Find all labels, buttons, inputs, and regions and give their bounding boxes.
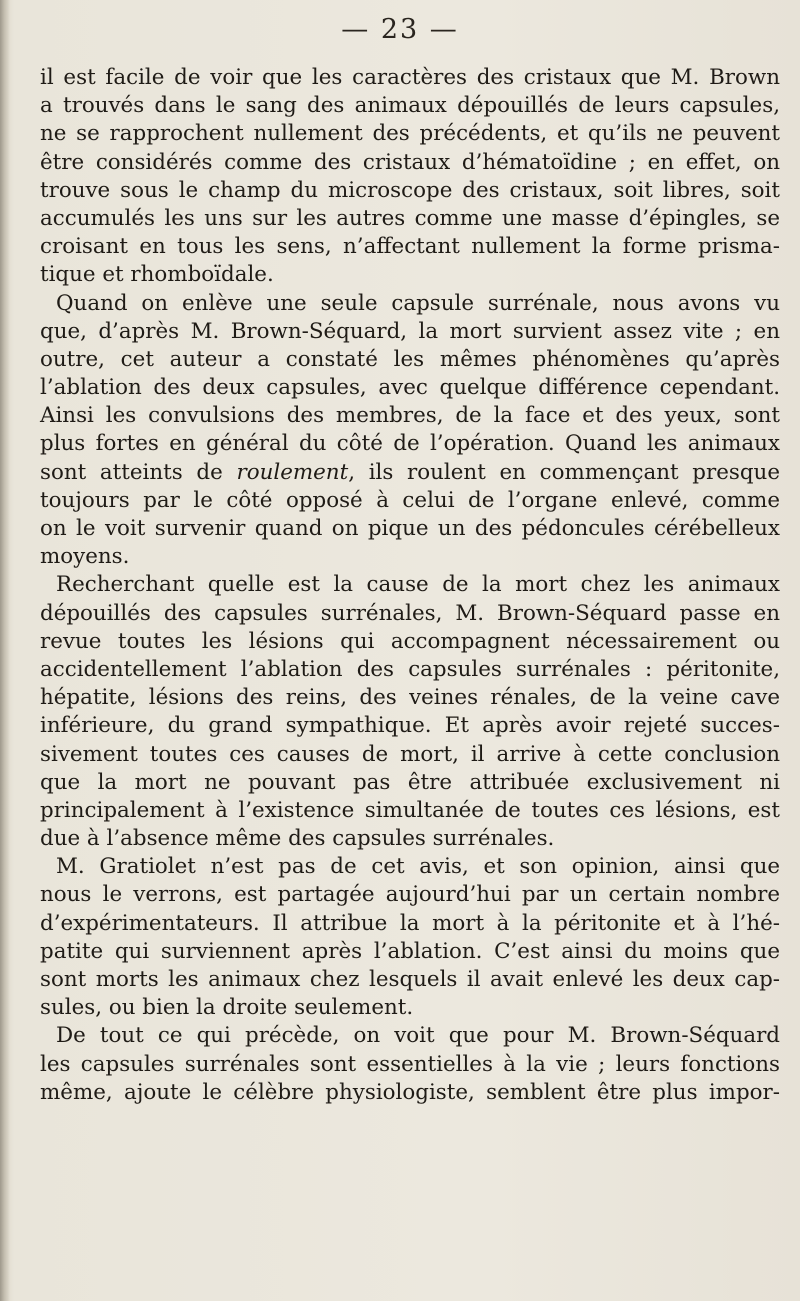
text-line: moyens. <box>40 544 130 570</box>
text-line: De tout ce qui précède, on voit que pour M. Brown-Séquard <box>56 1023 780 1049</box>
binding-shadow <box>0 0 10 1301</box>
text-line: croisant en tous les sens, n’affectant nullement la forme prisma- <box>40 234 780 260</box>
text-line: plus fortes en général du côté de l’opération. Quand les animaux <box>40 431 780 457</box>
text-line: accidentellement l’ablation des capsules surrénales : péritonite, <box>40 656 780 682</box>
text-line-with-italic <box>40 459 780 487</box>
text-line: principalement à l’existence simultanée de toutes ces lésions, est <box>40 797 780 823</box>
text-line: inférieure, du grand sympathique. Et après avoir rejeté succes- <box>40 713 780 739</box>
text-line: outre, cet auteur a constaté les mêmes phénomènes qu’après <box>40 346 780 372</box>
text-line: que la mort ne pouvant pas être attribuée exclusivement ni <box>40 769 780 795</box>
text-line: être considérés comme des cristaux d’hématoïdine ; en effet, on <box>40 149 780 175</box>
text-line: patite qui surviennent après l’ablation. C’est ainsi du moins que <box>40 938 780 964</box>
text-line: il est facile de voir que les caractères des cristaux que M. Brown <box>40 65 780 90</box>
text-line: revue toutes les lésions qui accompagnent nécessairement ou <box>40 628 780 654</box>
paragraph-5 <box>40 1022 780 1107</box>
text-line: toujours par le côté opposé à celui de l’organe enlevé, comme <box>40 487 780 513</box>
text-line: Quand on enlève une seule capsule surrénale, nous avons vu <box>56 290 780 316</box>
text-line: Recherchant quelle est la cause de la mort chez les animaux <box>56 572 780 598</box>
text-segment: sont atteints de <box>40 459 237 485</box>
paragraph-3 <box>40 571 780 853</box>
body-text <box>40 64 780 1107</box>
italic-term: roulement <box>236 459 349 485</box>
text-line: sivement toutes ces causes de mort, il arrive à cette conclusion <box>40 741 780 767</box>
text-line: tique et rhomboïdale. <box>40 262 274 288</box>
text-line: due à l’absence même des capsules surrénales. <box>40 826 555 852</box>
text-line: sont morts les animaux chez lesquels il avait enlevé les deux cap- <box>40 967 780 992</box>
text-line: même, ajoute le célèbre physiologiste, semblent être plus impor- <box>40 1079 780 1105</box>
text-line: hépatite, lésions des reins, des veines rénales, de la veine cave <box>40 685 780 711</box>
text-line: sules, ou bien la droite seulement. <box>40 995 414 1021</box>
paragraph-4 <box>40 853 780 1022</box>
text-line: ne se rapprochent nullement des précédents, et qu’ils ne peuvent <box>40 121 780 147</box>
paragraph-1 <box>40 64 780 290</box>
text-line: Ainsi les convulsions des membres, de la face et des yeux, sont <box>40 403 780 429</box>
text-line: l’ablation des deux capsules, avec quelque différence cependant. <box>40 375 780 401</box>
text-line: que, d’après M. Brown-Séquard, la mort survient assez vite ; en <box>40 318 780 344</box>
page-number: — 23 — <box>341 14 459 45</box>
text-line: a trouvés dans le sang des animaux dépouillés de leurs capsules, <box>40 93 780 119</box>
text-line: trouve sous le champ du microscope des cristaux, soit libres, soit <box>40 177 780 203</box>
text-line: on le voit survenir quand on pique un des pédoncules cérébelleux <box>40 516 780 541</box>
text-line: dépouillés des capsules surrénales, M. Brown-Séquard passe en <box>40 600 780 626</box>
paragraph-2 <box>40 290 780 572</box>
text-line: M. Gratiolet n’est pas de cet avis, et son opinion, ainsi que <box>56 854 780 880</box>
text-line: nous le verrons, est partagée aujourd’hui par un certain nombre <box>40 882 780 908</box>
text-line: les capsules surrénales sont essentielles à la vie ; leurs fonctions <box>40 1051 780 1077</box>
text-line: accumulés les uns sur les autres comme une masse d’épingles, se <box>40 205 780 231</box>
text-line: d’expérimentateurs. Il attribue la mort à la péritonite et à l’hé- <box>40 910 780 936</box>
text-segment: , ils roulent en commençant presque <box>348 459 780 485</box>
